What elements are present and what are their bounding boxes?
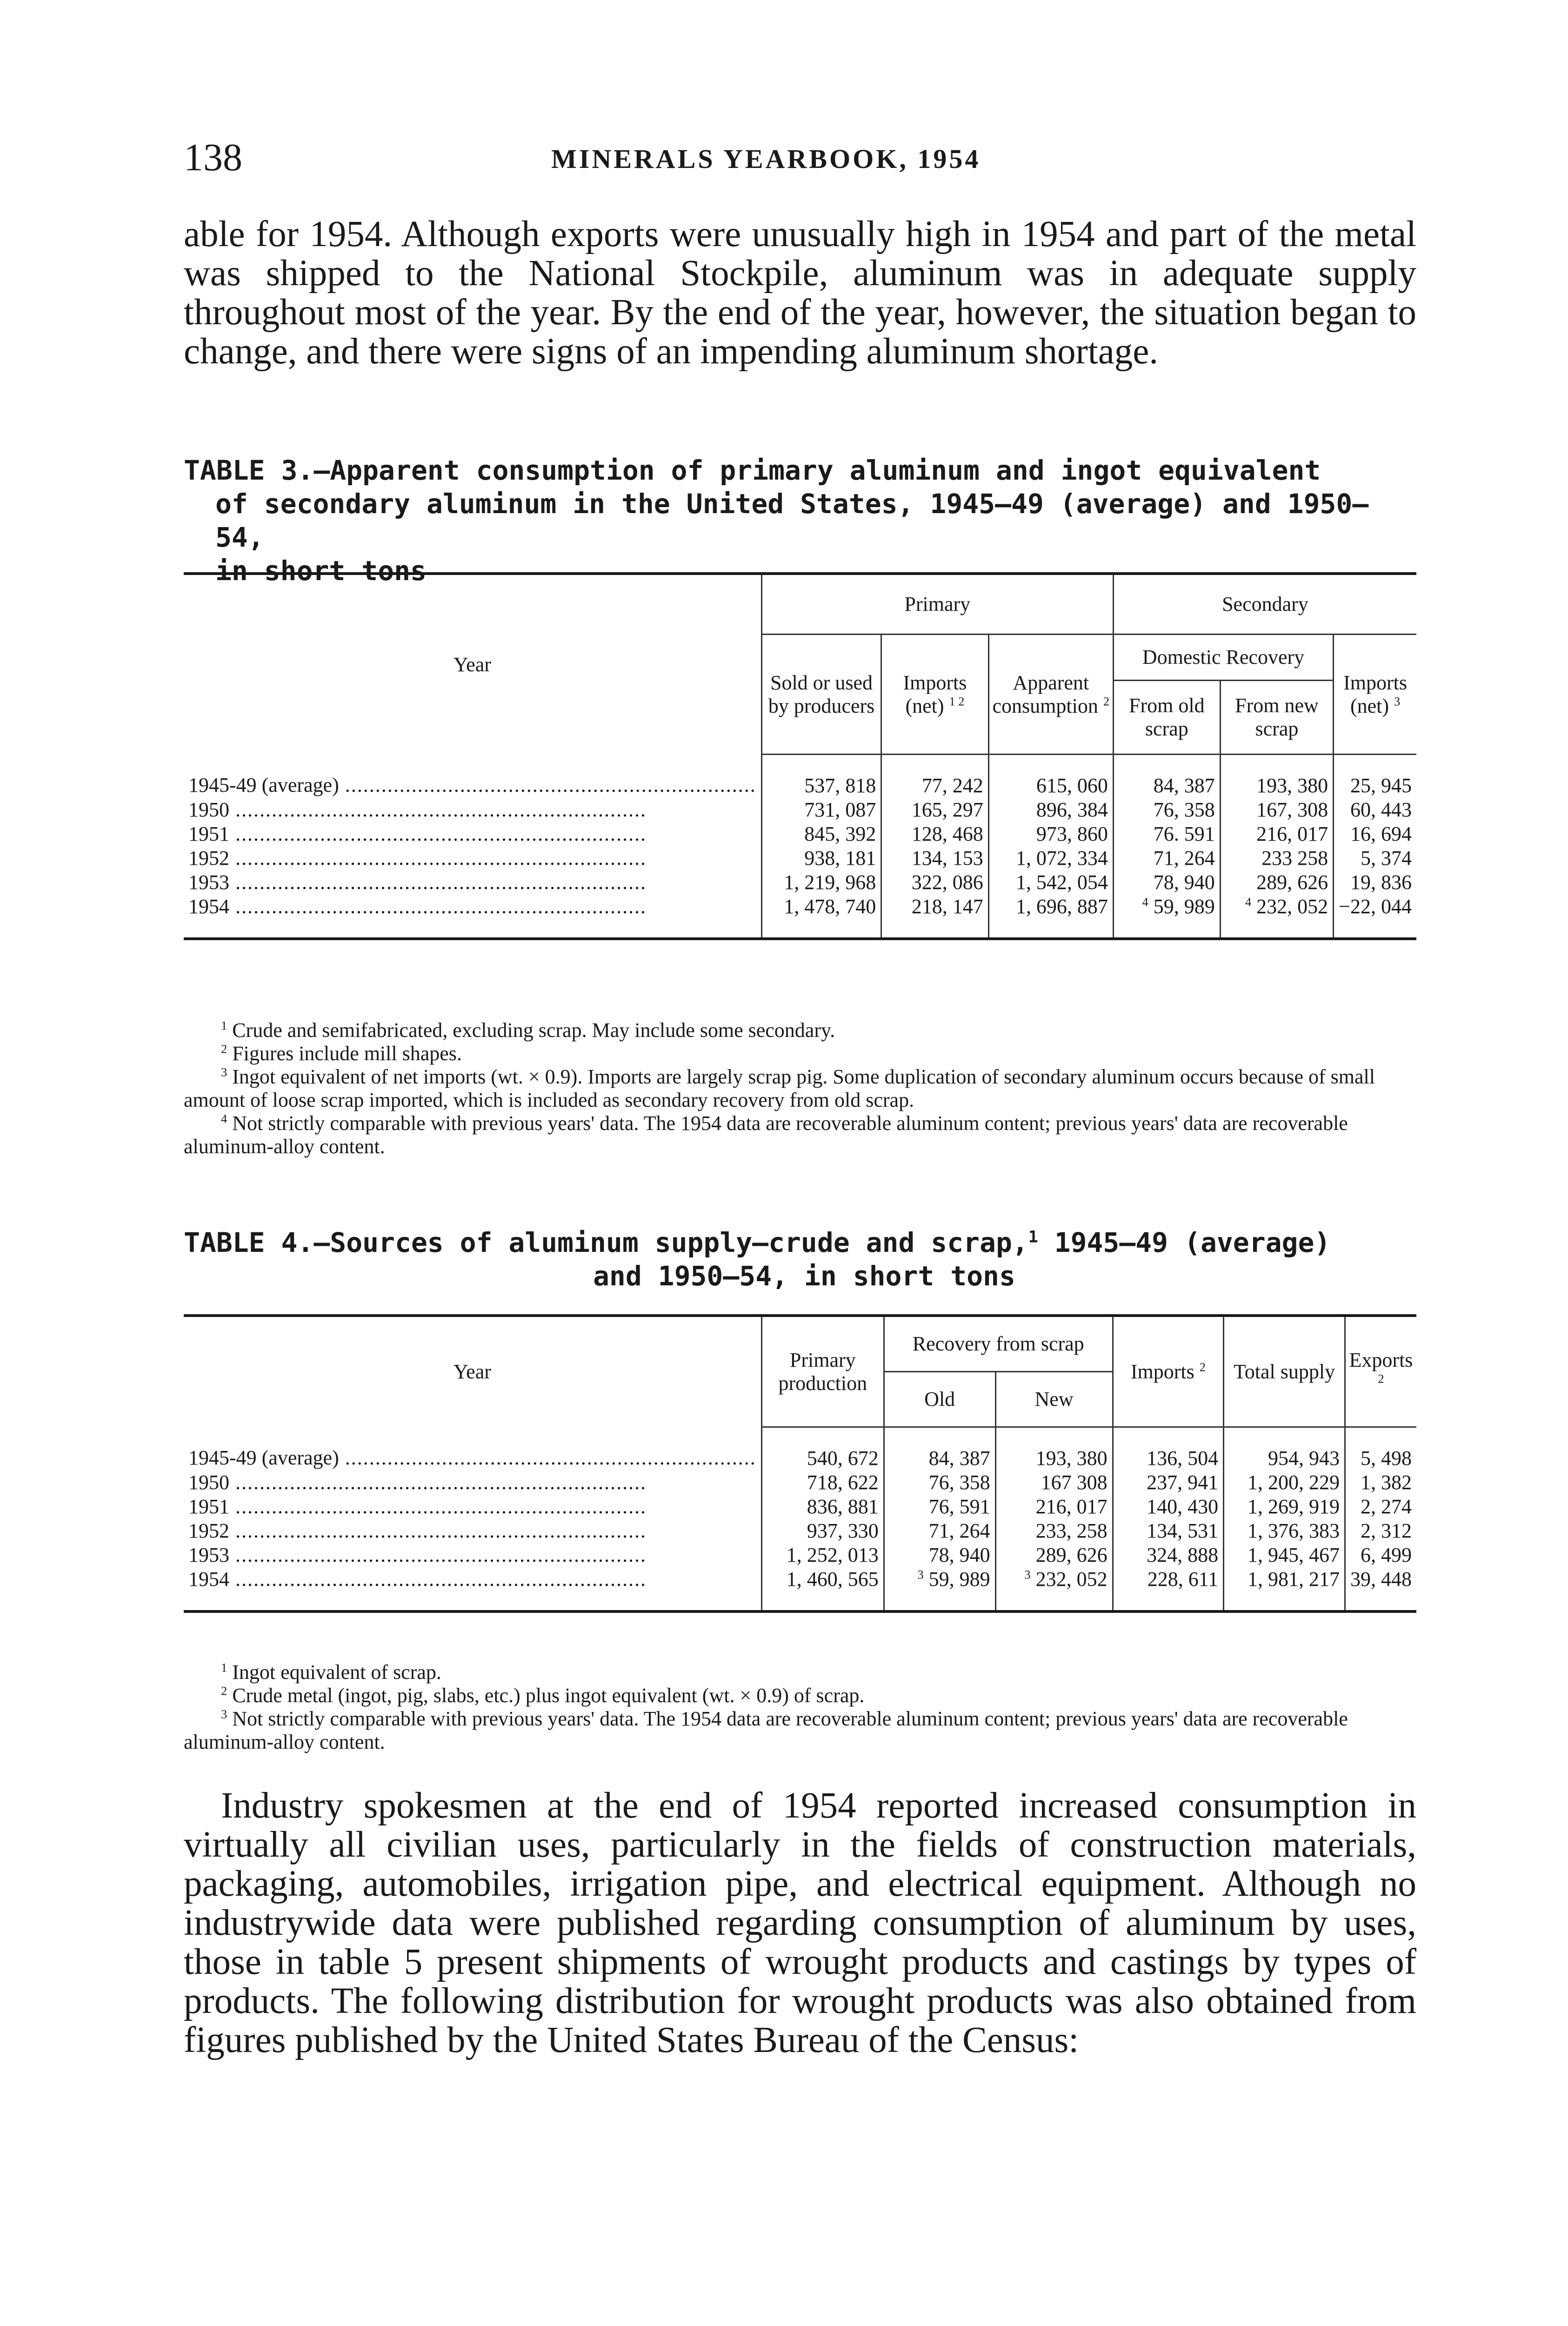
table3-caption-line2: of secondary aluminum in the United States, 1945–49 (average) and 1950–54, (215, 488, 1369, 553)
table4-label: TABLE 4. (184, 1227, 314, 1258)
table3-header-domestic-recovery: Domestic Recovery (1113, 635, 1333, 681)
table-row: 1945-49 (average) ..... 537, 818 77, 242 615, 060 84, 387 193, 380 25, 945 (184, 755, 1416, 798)
table-row: 1951 ..... 845, 392 128, 468 973, 860 76. 591 216, 017 16, 694 (184, 822, 1416, 846)
table3-header-secondary: Secondary (1113, 574, 1416, 635)
table3-header-from-old: From old scrap (1113, 681, 1220, 755)
table-row: 1953 ..... 1, 219, 968 322, 086 1, 542, 054 78, 940 289, 626 19, 836 (184, 870, 1416, 895)
table4-caption-text: —Sources of aluminum supply—crude and scrap, (314, 1227, 1028, 1258)
table-row: 1954 ..... 1, 460, 565 $^3$ 59, 989 $^3$ 232, 052 228, 611 1, 981, 217 39, 448 (184, 1567, 1416, 1611)
footnote: $^2$ Crude metal (ingot, pig, slabs, etc.) plus ingot equivalent (wt. × 0.9) of scrap. (221, 1684, 865, 1707)
footnote: $^1$ Ingot equivalent of scrap. (221, 1660, 441, 1684)
table3-header-from-new: From new scrap (1220, 681, 1333, 755)
intro-paragraph: able for 1954. Although exports were unusually high in 1954 and part of the metal was shipped to the National Stockpile, aluminum was in adequate supply throughout most of the year. By the end of the year, however, the situation began to change, and there were signs of an impending aluminum shortage. (184, 214, 1416, 372)
table3-label: TABLE 3. (184, 455, 314, 486)
table-row: 1945-49 (average) ..... 540, 672 84, 387 193, 380 136, 504 954, 943 5, 498 (184, 1427, 1416, 1471)
footnote: $^4$ Not strictly comparable with previous years' data. The 1954 data are recoverable aluminum content; previous years' data are recoverable aluminum-alloy content. (184, 1111, 1348, 1158)
table4-header-recovery: Recovery from scrap (884, 1316, 1113, 1372)
table4-header-total: Total supply (1224, 1316, 1345, 1427)
footnote: $^3$ Not strictly comparable with previous years' data. The 1954 data are recoverable aluminum content; previous years' data are recoverable aluminum-alloy content. (184, 1707, 1348, 1753)
footnote: $^1$ Crude and semifabricated, excluding scrap. May include some secondary. (221, 1018, 835, 1042)
running-title: MINERALS YEARBOOK, 1954 (551, 144, 981, 174)
table-row: 1954 ..... 1, 478, 740 218, 147 1, 696, 887 $^4$ 59, 989 $^4$ 232, 052 −22, 044 (184, 895, 1416, 939)
table-row: 1952 ..... 937, 330 71, 264 233, 258 134, 531 1, 376, 383 2, 312 (184, 1519, 1416, 1543)
footnote: $^2$ Figures include mill shapes. (221, 1042, 462, 1065)
table3-caption (184, 454, 1416, 588)
table3-header-primary: Primary (761, 574, 1113, 635)
table3 (184, 572, 1416, 940)
table4 (184, 1314, 1416, 1613)
table4-header-primary: Primary production (761, 1316, 884, 1427)
table3-header-year: Year (184, 574, 761, 755)
table3-caption-line3: in short tons (215, 555, 427, 587)
table4-header-exports: Exports $^2$ (1345, 1316, 1417, 1427)
table4-header-new: New (995, 1372, 1113, 1427)
page (184, 0, 1416, 2326)
table-row: 1953 ..... 1, 252, 013 78, 940 289, 626 324, 888 1, 945, 467 6, 499 (184, 1543, 1416, 1567)
table3-caption-text: —Apparent consumption of primary aluminum and ingot equivalent (314, 455, 1321, 486)
table4-caption-line2: and 1950–54, in short tons (593, 1260, 1015, 1292)
table-row: 1951 ..... 836, 881 76, 591 216, 017 140, 430 1, 269, 919 2, 274 (184, 1495, 1416, 1519)
running-header (184, 135, 1416, 181)
table3-header-sec-imports: Imports (net) $^3$ (1334, 635, 1416, 755)
page-number: 138 (184, 136, 242, 179)
table-row: 1952 ..... 938, 181 134, 153 1, 072, 334 71, 264 233 258 5, 374 (184, 846, 1416, 870)
table4-caption: TABLE 4.—Sources of aluminum supply—crude and scrap,$^1$ 1945–49 (average) and 1950–54, in short tons (184, 1226, 1416, 1293)
footnote: $^3$ Ingot equivalent of net imports (wt. × 0.9). Imports are largely scrap pig. Some duplication of secondary aluminum occurs because of small amount of loose scrap imported, which is included as secondary recovery from old scrap. (184, 1065, 1375, 1111)
table3-header-sold: Sold or used by producers (761, 635, 881, 755)
closing-paragraph: Industry spokesmen at the end of 1954 reported increased consumption in virtually all civilian uses, particularly in the fields of construction materials, packaging, automobiles, irrigation pipe, and electrical equipment. Although no industrywide data were published regarding consumption of aluminum by uses, those in table 5 present shipments of wrought products and castings by types of products. The following distribution for wrought products was also obtained from figures published by the United States Bureau of the Census: (184, 1785, 1416, 2060)
table4-header-old: Old (884, 1372, 995, 1427)
table4-header-year: Year (184, 1316, 761, 1427)
table-row: 1950 ..... 731, 087 165, 297 896, 384 76, 358 167, 308 60, 443 (184, 798, 1416, 822)
table3-header-imports: Imports (net) $^{1 2}$ (881, 635, 988, 755)
table4-header-imports: Imports $^2$ (1113, 1316, 1224, 1427)
table3-footnotes (184, 1019, 1416, 1158)
table3-header-apparent: Apparent consumption $^2$ (988, 635, 1113, 755)
table4-footnotes (184, 1661, 1416, 1754)
table-row: 1950 ..... 718, 622 76, 358 167 308 237, 941 1, 200, 229 1, 382 (184, 1470, 1416, 1495)
